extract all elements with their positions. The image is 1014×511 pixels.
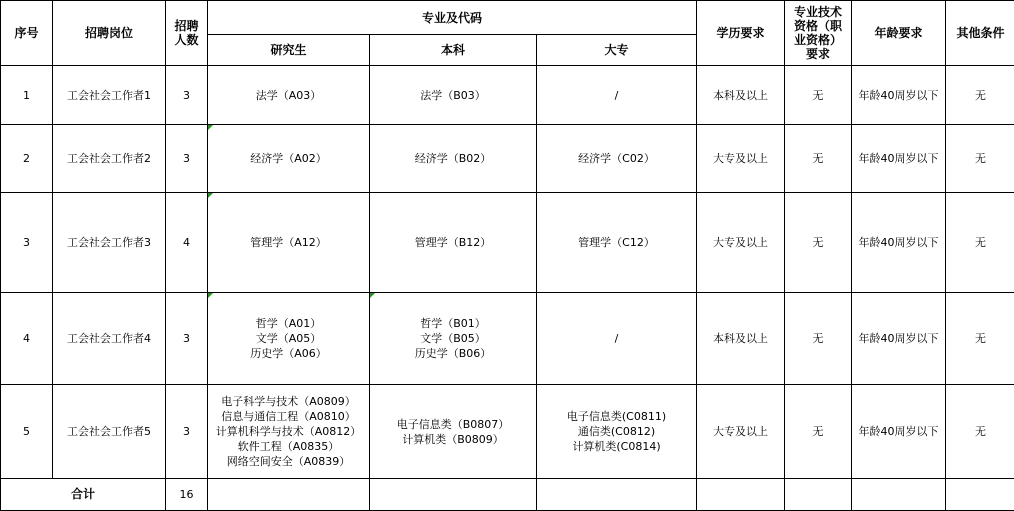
cell-count: 3: [166, 66, 208, 125]
cell-other: 无: [946, 193, 1014, 293]
cell-qualification: 无: [785, 66, 852, 125]
cell-other: 无: [946, 385, 1014, 479]
cell-other: 无: [946, 66, 1014, 125]
cell-position: 工会社会工作者4: [53, 293, 166, 385]
cell-seq: 2: [1, 125, 53, 193]
empty-cell: [946, 479, 1014, 511]
cell-grad: 经济学（A02）: [208, 125, 370, 193]
cell-undergrad: 经济学（B02）: [370, 125, 537, 193]
cell-education: 大专及以上: [697, 125, 785, 193]
cell-other: 无: [946, 293, 1014, 385]
cell-seq: 4: [1, 293, 53, 385]
header-grad: 研究生: [208, 35, 370, 66]
cell-college: 经济学（C02）: [537, 125, 697, 193]
header-other: 其他条件: [946, 1, 1014, 66]
header-seq: 序号: [1, 1, 53, 66]
cell-grad: 电子科学与技术（A0809） 信息与通信工程（A0810） 计算机科学与技术（A0812） 软件工程（A0835） 网络空间安全（A0839）: [208, 385, 370, 479]
cell-education: 本科及以上: [697, 66, 785, 125]
header-qualification: 专业技术资格（职业资格）要求: [785, 1, 852, 66]
cell-undergrad: 电子信息类（B0807） 计算机类（B0809）: [370, 385, 537, 479]
cell-qualification: 无: [785, 125, 852, 193]
cell-other: 无: [946, 125, 1014, 193]
cell-education: 大专及以上: [697, 193, 785, 293]
cell-college: 管理学（C12）: [537, 193, 697, 293]
cell-position: 工会社会工作者2: [53, 125, 166, 193]
cell-age: 年龄40周岁以下: [852, 66, 946, 125]
table-row: [1, 385, 1014, 479]
cell-age: 年龄40周岁以下: [852, 385, 946, 479]
cell-qualification: 无: [785, 385, 852, 479]
cell-qualification: 无: [785, 293, 852, 385]
cell-seq: 5: [1, 385, 53, 479]
header-education: 学历要求: [697, 1, 785, 66]
cell-position: 工会社会工作者5: [53, 385, 166, 479]
header-count: 招聘人数: [166, 1, 208, 66]
table-row: [1, 125, 1014, 193]
cell-position: 工会社会工作者3: [53, 193, 166, 293]
cell-college: /: [537, 293, 697, 385]
cell-college: 电子信息类(C0811) 通信类(C0812) 计算机类(C0814): [537, 385, 697, 479]
header-age: 年龄要求: [852, 1, 946, 66]
cell-count: 3: [166, 293, 208, 385]
table-row: [1, 293, 1014, 385]
total-count: 16: [166, 479, 208, 511]
cell-count: 3: [166, 125, 208, 193]
cell-count: 4: [166, 193, 208, 293]
header-position: 招聘岗位: [53, 1, 166, 66]
cell-college: /: [537, 66, 697, 125]
cell-count: 3: [166, 385, 208, 479]
cell-seq: 3: [1, 193, 53, 293]
cell-grad: 哲学（A01） 文学（A05） 历史学（A06）: [208, 293, 370, 385]
empty-cell: [785, 479, 852, 511]
cell-education: 本科及以上: [697, 293, 785, 385]
cell-undergrad: 哲学（B01） 文学（B05） 历史学（B06）: [370, 293, 537, 385]
cell-age: 年龄40周岁以下: [852, 293, 946, 385]
cell-grad: 管理学（A12）: [208, 193, 370, 293]
cell-age: 年龄40周岁以下: [852, 125, 946, 193]
table-row: [1, 66, 1014, 125]
header-undergrad: 本科: [370, 35, 537, 66]
empty-cell: [370, 479, 537, 511]
cell-grad: 法学（A03）: [208, 66, 370, 125]
cell-undergrad: 法学（B03）: [370, 66, 537, 125]
table-row: [1, 193, 1014, 293]
empty-cell: [208, 479, 370, 511]
empty-cell: [537, 479, 697, 511]
header-major-group: 专业及代码: [208, 1, 697, 35]
cell-undergrad: 管理学（B12）: [370, 193, 537, 293]
cell-age: 年龄40周岁以下: [852, 193, 946, 293]
total-label: 合计: [1, 479, 166, 511]
empty-cell: [852, 479, 946, 511]
cell-seq: 1: [1, 66, 53, 125]
total-row: [1, 479, 1014, 511]
cell-qualification: 无: [785, 193, 852, 293]
cell-education: 大专及以上: [697, 385, 785, 479]
empty-cell: [697, 479, 785, 511]
header-college: 大专: [537, 35, 697, 66]
cell-position: 工会社会工作者1: [53, 66, 166, 125]
